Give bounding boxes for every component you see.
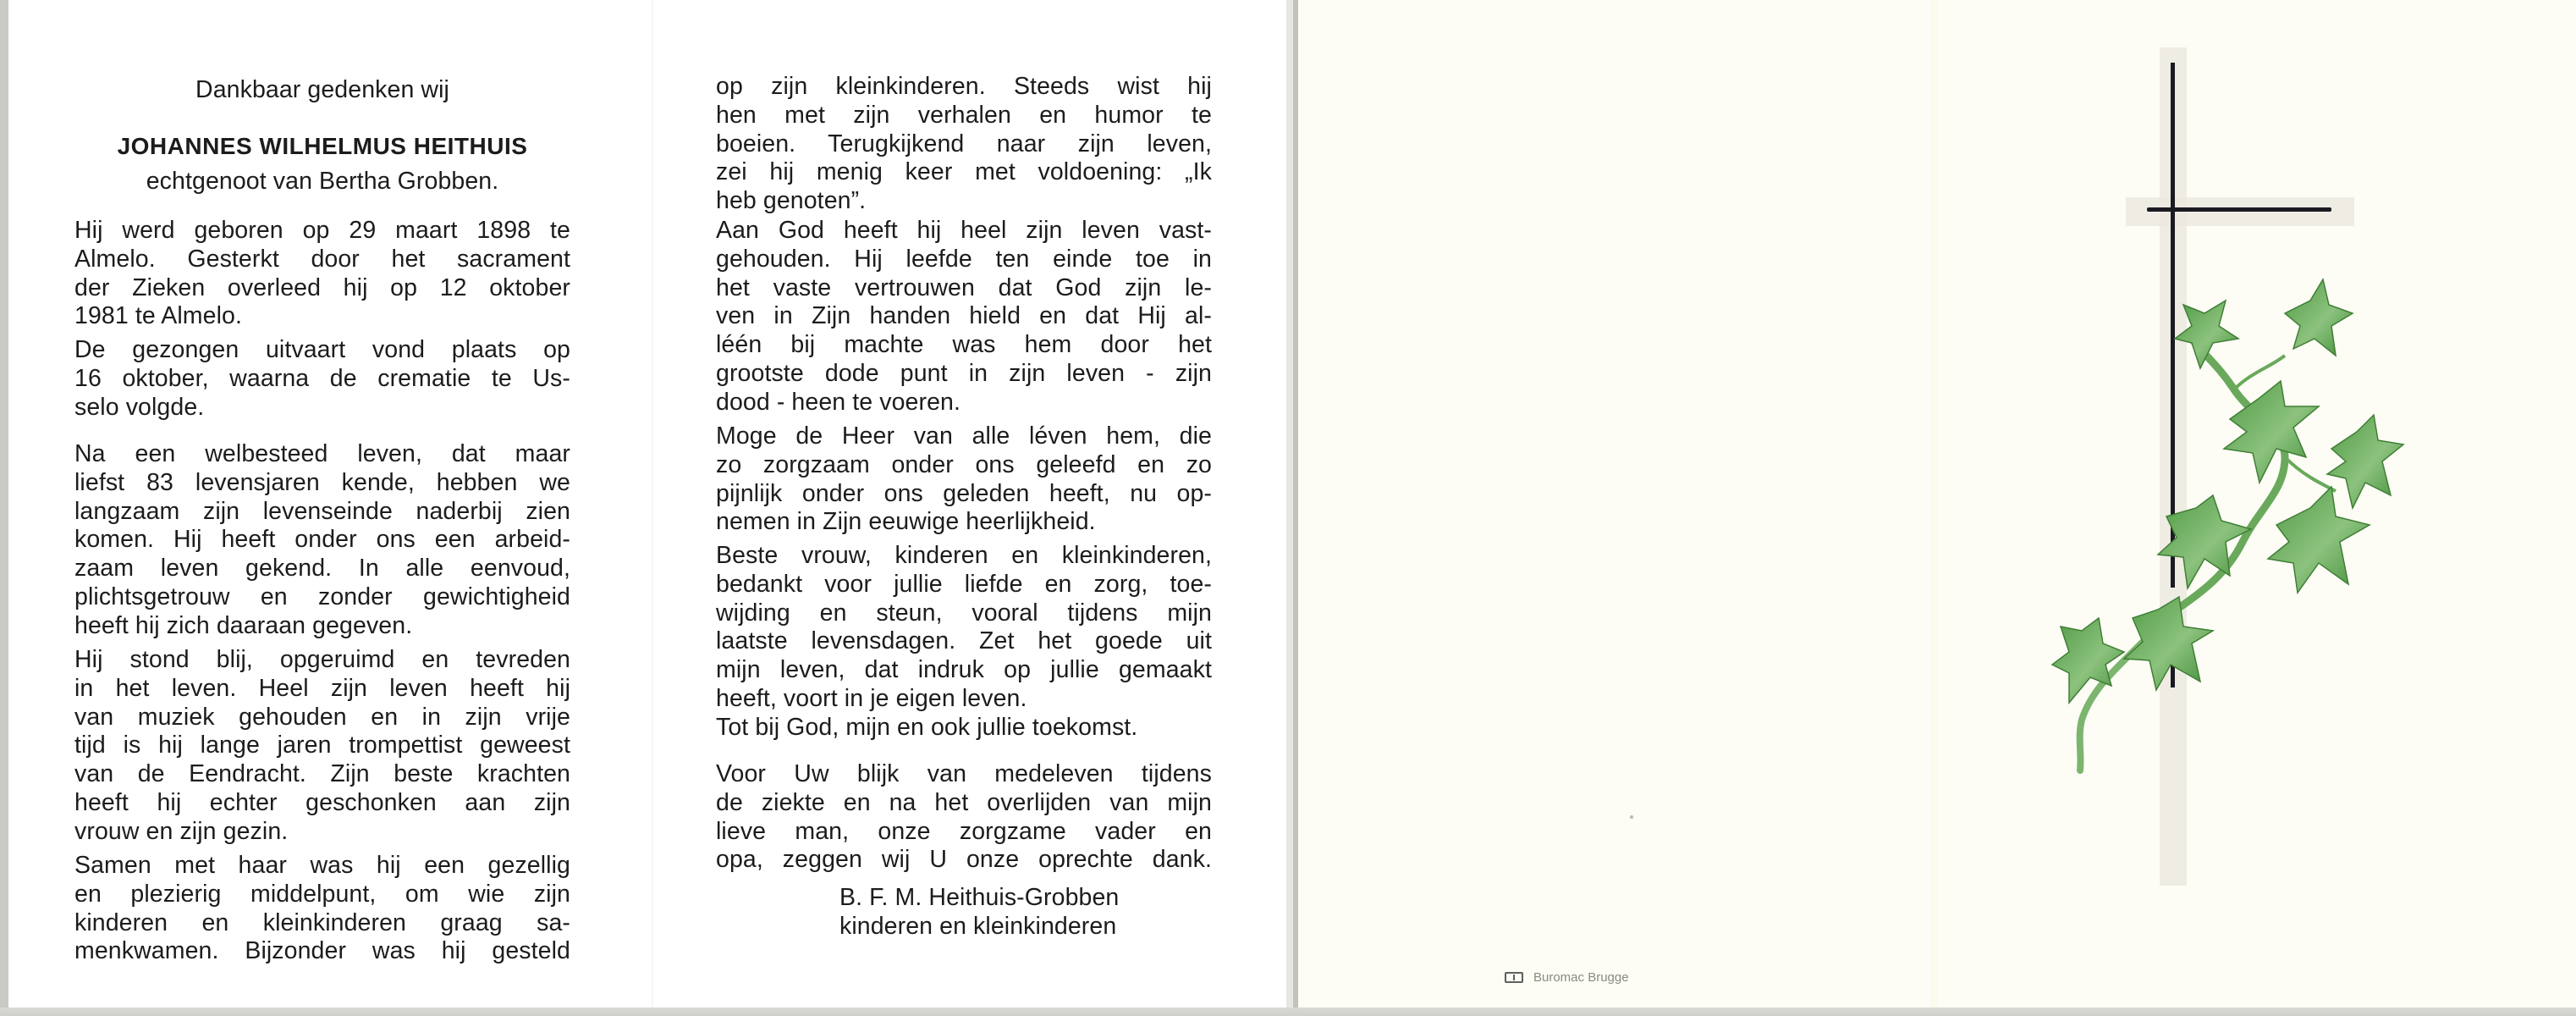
text-line: zei hij menig keer met voldoening: „Ik [716,158,1212,186]
text-line: mijn leven, dat indruk op jullie gemaakt [716,656,1212,684]
text-line: op zijn kleinkinderen. Steeds wist hij [716,73,1212,100]
ivy-leaf [2052,618,2124,703]
paragraph-birth-death [74,217,570,331]
text-line: dood - heen te voeren. [716,388,960,416]
text-line: Hij stond blij, opgeruimd en tevreden [74,646,570,673]
paragraph-thanks [716,760,1212,875]
text-line: heeft hij zich daaraan gegeven. [74,611,413,639]
signature-block [839,884,1119,941]
text-line: Hij werd geboren op 29 maart 1898 te [74,217,570,244]
text-line: ven in Zijn handen hield en dat Hij al- [716,302,1212,330]
text-line: komen. Hij heeft onder ons een arbeid- [74,526,570,554]
paragraph-farewell [716,542,1212,743]
text-line: opa, zeggen wij U onze oprechte dank. [716,846,1212,874]
cross-with-ivy-artwork [2031,34,2471,982]
text-line: heeft hij echter geschonken aan zijn [74,788,570,816]
text-line: het vaste vertrouwen dat God zijn le- [716,273,1212,301]
paper-speck [1630,815,1633,819]
greeting-heading: Dankbaar gedenken wij [195,76,449,103]
text-line: Voor Uw blijk van medeleven tijdens [716,760,1212,787]
fold-line-right [1931,0,1938,1009]
text-line: Na een welbesteed leven, dat maar [74,440,570,467]
text-line: langzaam zijn levenseinde naderbij zien [74,497,570,525]
text-line: bedankt voor jullie liefde en zorg, toe- [716,570,1212,598]
paragraph-family [74,852,570,966]
text-line: Tot bij God, mijn en ook jullie toekomst. [716,713,1138,741]
ivy-leaf [2285,279,2353,356]
text-line: gehouden. Hij leefde ten einde toe in [716,245,1212,273]
text-line: menkwamen. Bijzonder was hij gesteld [74,937,570,965]
paragraph-funeral [74,336,570,422]
text-line: laatste levensdagen. Zet het goede uit [716,627,1212,655]
text-line: tijd is hij lange jaren trompettist geweest [74,732,570,759]
text-line: vrouw en zijn gezin. [74,817,289,845]
paragraph-prayer [716,422,1212,537]
text-line: Samen met haar was hij een gezellig [74,852,570,879]
paragraph-life [74,440,570,641]
text-line: en plezierig middelpunt, om wie zijn [74,880,570,908]
fold-line-left [652,0,653,1009]
text-line: De gezongen uitvaart vond plaats op [74,336,570,363]
text-line: wijding en steun, vooral tijdens mijn [716,599,1212,627]
cross-icon [2126,47,2354,886]
text-line: pijnlijk onder ons geleden heeft, nu op- [716,479,1212,507]
buromac-logo-icon [1505,972,1523,983]
text-line: Almelo. Gesterkt door het sacrament [74,245,570,273]
text-line: nemen in Zijn eeuwige heerlijkheid. [716,508,1096,536]
text-line: boeien. Terugkijkend naar zijn leven, [716,130,1212,157]
text-line: léén bij machte was hem door het [716,331,1212,359]
printer-label: Buromac Brugge [1533,970,1629,985]
text-line: Beste vrouw, kinderen en kleinkinderen, [716,542,1212,569]
text-line: zaam leven gekend. In alle eenvoud, [74,555,570,583]
text-line: van muziek gehouden en in zijn vrije [74,703,570,731]
cross-beam [2147,207,2331,212]
ivy-branch-icon [2052,279,2403,770]
deceased-name: JOHANNES WILHELMUS HEITHUIS [117,133,528,159]
paragraph-grandchildren [716,73,1212,216]
paragraph-faith [716,217,1212,417]
text-line: zo zorgzaam onder ons geleefd en zo [716,450,1212,478]
spouse-line: echtgenoot van Bertha Grobben. [146,168,499,195]
text-line: der Zieken overleed hij op 12 oktober [74,273,570,301]
text-line: plichtsgetrouw en zonder gewichtigheid [74,583,570,610]
signature-family: kinderen en kleinkinderen [839,912,1117,940]
scan-bottom-edge [0,1008,2576,1016]
text-line: Moge de Heer van alle léven hem, die [716,422,1212,450]
cross-upright-upper [2171,63,2175,588]
text-line: heb genoten”. [716,187,867,215]
ivy-leaf [2327,415,2403,508]
text-line: lieve man, onze zorgzame vader en [716,817,1212,845]
text-line: hen met zijn verhalen en humor te [716,101,1212,129]
text-line: de ziekte en na het overlijden van mijn [716,788,1212,816]
text-line: 1981 te Almelo. [74,302,242,330]
signature-name: B. F. M. Heithuis-Grobben [839,884,1120,911]
text-line: 16 oktober, waarna de crematie te Us- [74,364,570,392]
paragraph-music [74,646,570,847]
text-line: selo volgde. [74,393,205,421]
text-line: grootste dode punt in zijn leven - zijn [716,359,1212,387]
text-line: van de Eendracht. Zijn beste krachten [74,760,570,788]
text-line: heeft, voort in je eigen leven. [716,684,1027,712]
text-line: in het leven. Heel zijn leven heeft hij [74,674,570,702]
text-line: kinderen en kleinkinderen graag sa- [74,908,570,936]
printer-mark [1505,970,1629,985]
text-line: Aan God heeft hij heel zijn leven vast- [716,217,1212,244]
text-line: liefst 83 levensjaren kende, hebben we [74,468,570,496]
